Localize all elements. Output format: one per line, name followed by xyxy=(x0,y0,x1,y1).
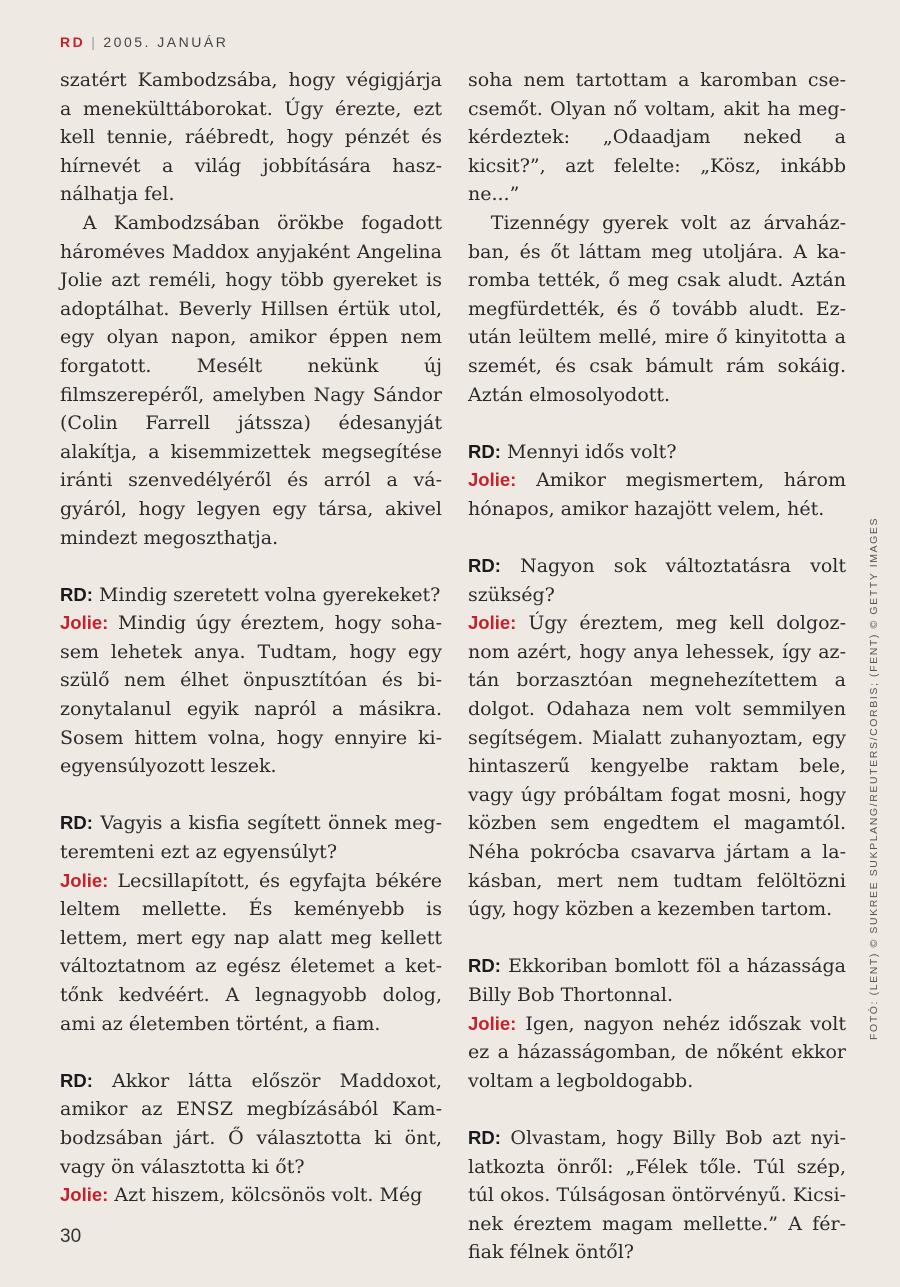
question xyxy=(468,1124,846,1267)
answer-text: Igen, nagyon nehéz időszak volt ez a házasságomban, de nőként ekkor voltam a legboldogabb. xyxy=(468,1012,846,1092)
answer xyxy=(60,609,442,781)
speaker-jolie: Jolie: xyxy=(468,612,517,634)
question xyxy=(468,438,846,467)
left-column xyxy=(60,66,442,1210)
question-text: Nagyon sok változtatásra volt szükség? xyxy=(468,555,846,606)
speaker-rd: RD: xyxy=(60,1069,93,1091)
answer xyxy=(468,1010,846,1096)
speaker-jolie: Jolie: xyxy=(468,469,517,491)
question-text: Ekkoriban bomlott föl a házassága Billy Bob Thortonnal. xyxy=(468,955,846,1006)
question xyxy=(60,809,442,866)
speaker-rd: RD: xyxy=(60,812,93,834)
speaker-rd: RD: xyxy=(468,440,501,462)
answer xyxy=(468,609,846,924)
header-separator: | xyxy=(91,34,98,50)
intro-paragraph: szatért Kambodzsába, hogy végigjárja a menekülttáborokat. Úgy érezte, ezt kell tennie, ráébredt, hogy pénzét és hírnevét a világ jobbítására használhatja fel. xyxy=(60,69,442,206)
speaker-jolie: Jolie: xyxy=(60,869,109,891)
speaker-rd: RD: xyxy=(468,555,501,577)
question-text: Mindig szeretett volna gyerekeket? xyxy=(98,583,441,606)
question-text: Akkor látta először Maddoxot, amikor az ENSZ megbízásából Kambodzsában járt. Ő választotta ki önt, vagy ön választotta ki őt? xyxy=(60,1069,442,1178)
answer-text: Mindig úgy éreztem, hogy sohasem lehetek anya. Tudtam, hogy egy szülő nem élhet önpusztítóan és bizonytalanul egyik napról a másikra. Sosem hittem volna, hogy ennyire kiegyensúlyozott leszek. xyxy=(60,612,442,778)
question-text: Olvastam, hogy Billy Bob azt nyilatkozta önről: „Félek tőle. Túl szép, túl okos. Túlságosan öntörvényű. Kicsinek éreztem magam mellette.” A férfiak félnek öntől? xyxy=(468,1126,847,1264)
question-text: Mennyi idős volt? xyxy=(506,440,677,463)
answer-text: Úgy éreztem, meg kell dolgoznom azért, hogy anya lehessek, így aztán borzasztóan megnehezítettem a dolgot. Odahaza nem volt semmilyen segítségem. Mialatt zuhanyoztam, egy hintaszerű kengyelbe raktam bele, vagy úgy próbáltam fogat mosni, hogy közben sem engedtem el magamtól. Néha pokrócba csavarva jártam a lakásban, mert nem tudtam felöltözni úgy, hogy közben a kezemben tartom. xyxy=(468,612,846,921)
speaker-jolie: Jolie: xyxy=(60,1184,109,1206)
answer-text: Lecsillapított, és egyfajta békére leltem mellette. És keményebb is lettem, mert egy nap alatt meg kellett változtatnom az egész életemet a kettőnk kedvéért. A legnagyobb dolog, ami az életemben történt, a fiam. xyxy=(60,869,442,1035)
issue-date: 2005. JANUÁR xyxy=(103,34,229,50)
answer-text: Azt hiszem, kölcsönös volt. Még xyxy=(114,1184,423,1207)
question xyxy=(60,581,442,610)
magazine-brand: RD xyxy=(60,34,86,50)
answer xyxy=(60,1181,442,1210)
answer xyxy=(468,466,846,523)
photo-credit: FOTÓ: (LENT) © SUKREE SUKPLANG/REUTERS/CORBIS; (FENT) © GETTY IMAGES xyxy=(868,516,880,1040)
question xyxy=(468,552,846,609)
answer-continuation: soha nem tartottam a karomban csecsemőt. Olyan nő voltam, akit ha megkérdeztek: „Odaadjam neked a kicsit?”, azt felelte: „Kösz, inkább ne...” xyxy=(468,69,846,206)
answer-continuation: Tizennégy gyerek volt az árvaházban, és őt láttam meg utoljára. A karomba tették, ő meg csak aludt. Aztán megfürdették, és ő tovább aludt. Ezután leültem mellé, mire ő kinyitotta a szemét, és csak bámult rám sokáig. Aztán elmosolyodott. xyxy=(468,211,846,406)
page-number: 30 xyxy=(60,1226,82,1247)
answer xyxy=(60,867,442,1039)
speaker-rd: RD: xyxy=(468,1126,501,1148)
speaker-rd: RD: xyxy=(468,955,501,977)
question-text: Vagyis a kisfia segített önnek megteremteni ezt az egyensúlyt? xyxy=(60,812,442,864)
speaker-jolie: Jolie: xyxy=(60,612,109,634)
page-header xyxy=(60,34,228,50)
speaker-jolie: Jolie: xyxy=(468,1012,517,1034)
speaker-rd: RD: xyxy=(60,583,93,605)
intro-paragraph: A Kambodzsában örökbe fogadott hároméves Maddox anyjaként Angelina Jolie azt reméli, hogy több gyereket is adoptálhat. Beverly Hillsen értük utol, egy olyan napon, amikor éppen nem forgatott. Mesélt nekünk új filmszerepéről, amelyben Nagy Sándor (Colin Farrell játssza) édesanyját alakítja, a kisemmizettek megsegítése iránti szenvedélyéről és arról a vágyáról, hogy legyen egy társa, akivel mindezt megoszthatja. xyxy=(60,211,442,549)
question xyxy=(60,1067,442,1181)
question xyxy=(468,952,846,1009)
answer-text: Amikor megismertem, három hónapos, amikor hazajött velem, hét. xyxy=(468,469,846,520)
right-column xyxy=(468,66,846,1267)
